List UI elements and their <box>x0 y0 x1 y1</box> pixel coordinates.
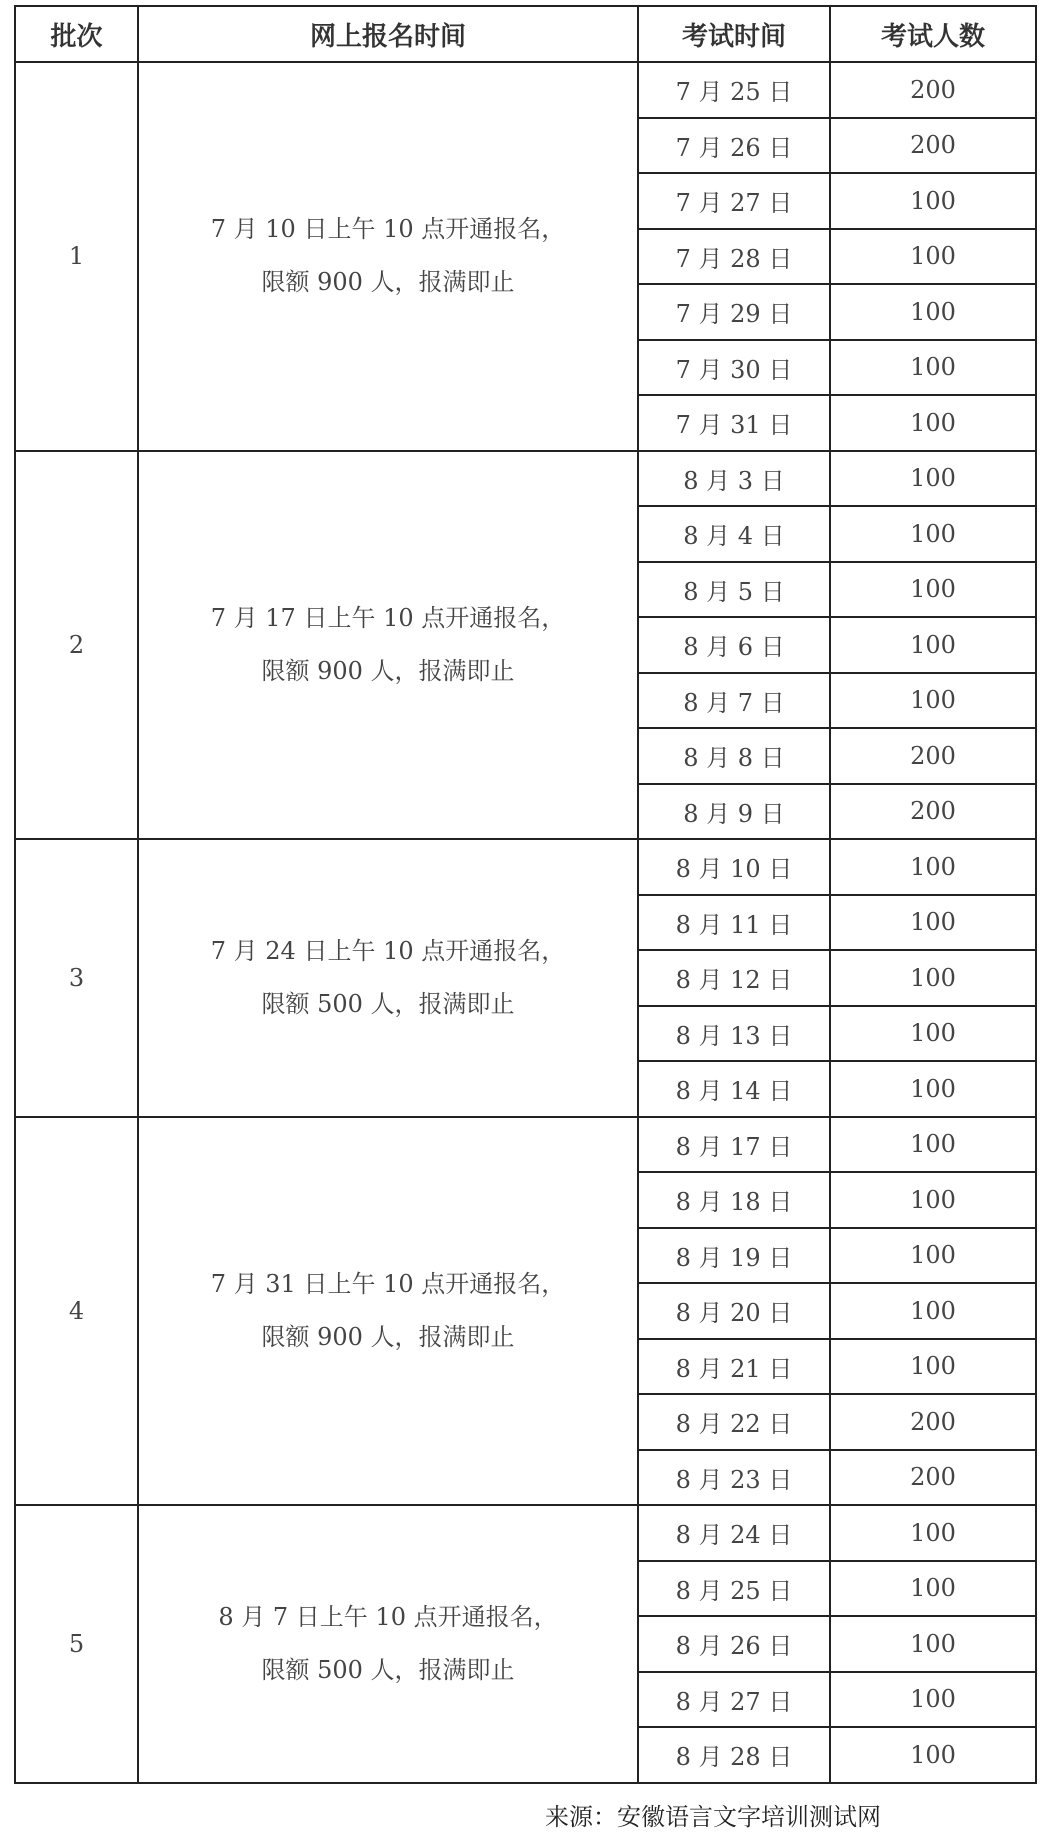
exam-date-cell: 8 月 4 日 <box>638 506 830 562</box>
exam-date-cell: 7 月 29 日 <box>638 284 830 340</box>
exam-date-cell: 8 月 21 日 <box>638 1339 830 1395</box>
exam-count-cell: 200 <box>830 1450 1036 1506</box>
exam-count-cell: 100 <box>830 1228 1036 1284</box>
exam-count-cell: 200 <box>830 62 1036 118</box>
header-exam-date: 考试时间 <box>638 6 830 62</box>
exam-date-cell: 8 月 14 日 <box>638 1061 830 1117</box>
table-header <box>15 6 1036 62</box>
header-batch: 批次 <box>15 6 138 62</box>
source-note: 来源：安徽语言文字培训测试网 <box>545 1803 881 1831</box>
table-body <box>15 62 1036 1783</box>
exam-count-cell: 100 <box>830 617 1036 673</box>
exam-date-cell: 7 月 25 日 <box>638 62 830 118</box>
table-row <box>15 1505 1036 1561</box>
batch-number-cell: 1 <box>15 62 138 451</box>
registration-line: 7 月 17 日上午 10 点开通报名， <box>210 603 566 632</box>
exam-count-cell: 100 <box>830 284 1036 340</box>
exam-date-cell: 8 月 24 日 <box>638 1505 830 1561</box>
table-row <box>15 62 1036 118</box>
table-row <box>15 451 1036 507</box>
exam-count-cell: 100 <box>830 1616 1036 1672</box>
registration-line: 7 月 24 日上午 10 点开通报名， <box>210 936 566 965</box>
registration-line: 限额 900 人，报满即止 <box>261 1322 515 1351</box>
exam-date-cell: 8 月 12 日 <box>638 950 830 1006</box>
exam-count-cell: 100 <box>830 950 1036 1006</box>
exam-date-cell: 8 月 8 日 <box>638 728 830 784</box>
exam-count-cell: 100 <box>830 1672 1036 1728</box>
exam-date-cell: 8 月 26 日 <box>638 1616 830 1672</box>
exam-count-cell: 100 <box>830 1339 1036 1395</box>
exam-date-cell: 7 月 28 日 <box>638 229 830 285</box>
exam-date-cell: 7 月 26 日 <box>638 118 830 174</box>
header-exam-count: 考试人数 <box>830 6 1036 62</box>
registration-time-cell <box>138 1117 638 1506</box>
exam-count-cell: 100 <box>830 1283 1036 1339</box>
exam-date-cell: 8 月 11 日 <box>638 895 830 951</box>
exam-count-cell: 100 <box>830 395 1036 451</box>
registration-time-cell <box>138 839 638 1117</box>
exam-count-cell: 100 <box>830 1561 1036 1617</box>
registration-time-cell <box>138 1505 638 1783</box>
registration-line: 7 月 10 日上午 10 点开通报名， <box>210 215 566 244</box>
exam-count-cell: 100 <box>830 1117 1036 1173</box>
registration-line: 7 月 31 日上午 10 点开通报名， <box>210 1269 566 1298</box>
header-registration-time: 网上报名时间 <box>138 6 638 62</box>
table-row <box>15 1117 1036 1173</box>
registration-time-cell <box>138 62 638 451</box>
exam-count-cell: 100 <box>830 340 1036 396</box>
registration-line: 8 月 7 日上午 10 点开通报名， <box>218 1602 558 1631</box>
exam-count-cell: 100 <box>830 1006 1036 1062</box>
exam-date-cell: 8 月 20 日 <box>638 1283 830 1339</box>
exam-date-cell: 7 月 27 日 <box>638 173 830 229</box>
batch-number-cell: 4 <box>15 1117 138 1506</box>
exam-schedule-table <box>14 5 1037 1784</box>
registration-line: 限额 500 人，报满即止 <box>261 989 515 1018</box>
exam-date-cell: 8 月 6 日 <box>638 617 830 673</box>
exam-count-cell: 100 <box>830 1061 1036 1117</box>
exam-date-cell: 8 月 5 日 <box>638 562 830 618</box>
exam-date-cell: 8 月 19 日 <box>638 1228 830 1284</box>
registration-line: 限额 900 人，报满即止 <box>261 656 515 685</box>
exam-count-cell: 100 <box>830 173 1036 229</box>
batch-number-cell: 2 <box>15 451 138 840</box>
exam-date-cell: 8 月 17 日 <box>638 1117 830 1173</box>
exam-date-cell: 8 月 9 日 <box>638 784 830 840</box>
exam-count-cell: 200 <box>830 784 1036 840</box>
exam-count-cell: 100 <box>830 229 1036 285</box>
exam-count-cell: 100 <box>830 562 1036 618</box>
exam-count-cell: 100 <box>830 1505 1036 1561</box>
exam-date-cell: 8 月 28 日 <box>638 1727 830 1783</box>
exam-count-cell: 200 <box>830 728 1036 784</box>
exam-date-cell: 7 月 31 日 <box>638 395 830 451</box>
exam-date-cell: 8 月 10 日 <box>638 839 830 895</box>
exam-date-cell: 8 月 18 日 <box>638 1172 830 1228</box>
exam-count-cell: 200 <box>830 118 1036 174</box>
registration-line: 限额 500 人，报满即止 <box>261 1655 515 1684</box>
exam-date-cell: 8 月 13 日 <box>638 1006 830 1062</box>
exam-count-cell: 100 <box>830 1727 1036 1783</box>
table-row <box>15 839 1036 895</box>
batch-number-cell: 5 <box>15 1505 138 1783</box>
exam-date-cell: 8 月 23 日 <box>638 1450 830 1506</box>
exam-date-cell: 8 月 27 日 <box>638 1672 830 1728</box>
registration-line: 限额 900 人，报满即止 <box>261 268 515 297</box>
exam-count-cell: 100 <box>830 895 1036 951</box>
batch-number-cell: 3 <box>15 839 138 1117</box>
exam-date-cell: 7 月 30 日 <box>638 340 830 396</box>
exam-date-cell: 8 月 22 日 <box>638 1394 830 1450</box>
header-row <box>15 6 1036 62</box>
exam-count-cell: 100 <box>830 506 1036 562</box>
exam-count-cell: 100 <box>830 451 1036 507</box>
registration-time-cell <box>138 451 638 840</box>
exam-date-cell: 8 月 3 日 <box>638 451 830 507</box>
exam-count-cell: 100 <box>830 1172 1036 1228</box>
exam-count-cell: 100 <box>830 839 1036 895</box>
exam-count-cell: 100 <box>830 673 1036 729</box>
exam-date-cell: 8 月 7 日 <box>638 673 830 729</box>
exam-date-cell: 8 月 25 日 <box>638 1561 830 1617</box>
exam-count-cell: 200 <box>830 1394 1036 1450</box>
